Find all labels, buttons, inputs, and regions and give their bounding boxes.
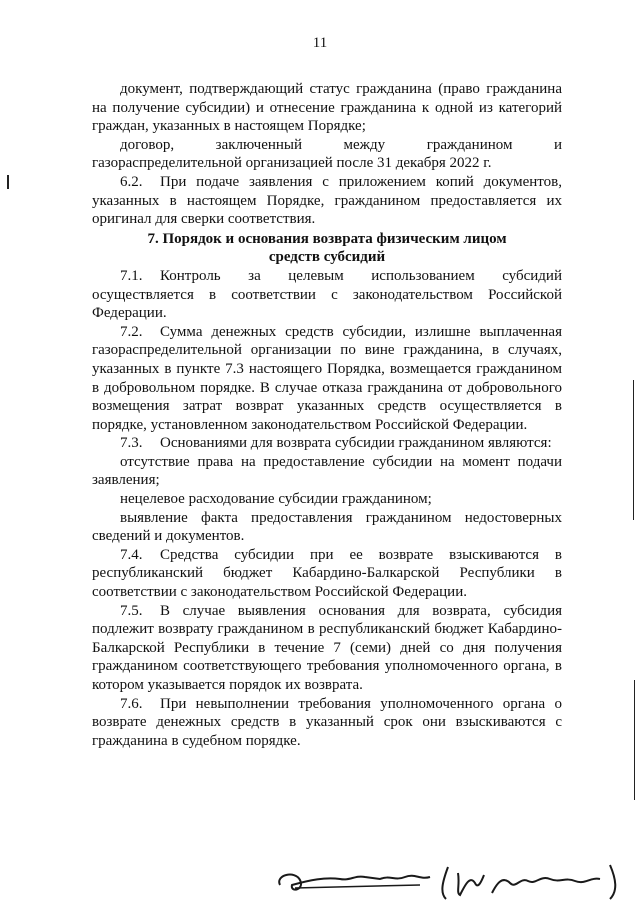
paragraph-number: 7.2. (120, 323, 143, 340)
paragraph-text: В случае выявления основания для возврата, субсидия подлежит возврату гражданином в республиканский бюджет Кабардино-Балкарской Республики в течение 7 (семи) дней со дня получения гражданином соответствующего требования уполномоченного органа, в котором указывается порядок их возврата. (92, 602, 562, 693)
paragraph (92, 602, 562, 695)
paragraph (92, 434, 562, 453)
paragraph-text: Средства субсидии при ее возврате взыскиваются в республиканский бюджет Кабардино-Балкарской Республики в соответствии с законодательством Российской Федерации. (92, 546, 562, 601)
paragraph (92, 453, 562, 490)
paragraph (92, 267, 562, 323)
left-scan-mark (7, 175, 9, 189)
page-number: 11 (312, 35, 328, 51)
paragraph (92, 173, 562, 229)
right-scan-mark-lower (634, 680, 635, 800)
paragraph-number: 6.2. (120, 173, 143, 190)
right-scan-mark (633, 380, 634, 520)
paragraphs-after (92, 267, 562, 750)
section-title: 7. Порядок и основания возврата физическим лицом средств субсидий (147, 230, 507, 266)
paragraph-text: договор, заключенный между гражданином и газораспределительной организацией после 31 декабря 2022 г. (92, 136, 562, 172)
paragraph-number: 7.6. (120, 695, 143, 712)
paragraph-text: выявление факта предоставления гражданином недостоверных сведений и документов. (92, 509, 562, 545)
paragraph (92, 136, 562, 173)
paragraph (92, 323, 562, 435)
paragraph-number: 7.3. (120, 435, 143, 452)
paragraph-text: Контроль за целевым использованием субсидий осуществляется в соответствии с законодательством Российской Федерации. (92, 267, 562, 322)
paragraph-text: документ, подтверждающий статус гражданина (право гражданина на получение субсидии) и отнесение гражданина к одной из категорий граждан, указанных в настоящем Порядке; (92, 81, 562, 135)
paragraph-text: Сумма денежных средств субсидии, излишне выплаченная газораспределительной организации по вине гражданина, в случаях, указанных в пункте 7.3 настоящего Порядка, возмещается гражданином в добровольном порядке. В случае отказа гражданина от добровольного возмещения затрат возврат указанных средств осуществляется в порядке, установленном законодательством Российской Федерации. (92, 323, 562, 433)
paragraph-text: Основаниями для возврата субсидии гражданином являются: (160, 435, 552, 452)
handwritten-signature (270, 855, 640, 905)
paragraph-text: отсутствие права на предоставление субсидии на момент подачи заявления; (92, 453, 562, 489)
paragraph-text: При подаче заявления с приложением копий документов, указанных в настоящем Порядке, гражданином предоставляется их оригинал для сверки соответствия. (92, 173, 562, 228)
paragraph-number: 7.1. (120, 267, 143, 284)
paragraph (92, 695, 562, 751)
paragraph-text: При невыполнении требования уполномоченного органа о возврате денежных средств в указанный срок они взыскиваются с гражданина в судебном порядке. (92, 695, 562, 749)
paragraphs-before (92, 80, 562, 229)
paragraph-number: 7.4. (120, 546, 143, 563)
paragraph (92, 509, 562, 546)
paragraph-number: 7.5. (120, 602, 143, 619)
paragraph (92, 546, 562, 602)
paragraph (92, 80, 562, 136)
paragraph (92, 490, 562, 509)
document-body (92, 80, 562, 750)
paragraph-text: нецелевое расходование субсидии гражданином; (120, 491, 432, 508)
